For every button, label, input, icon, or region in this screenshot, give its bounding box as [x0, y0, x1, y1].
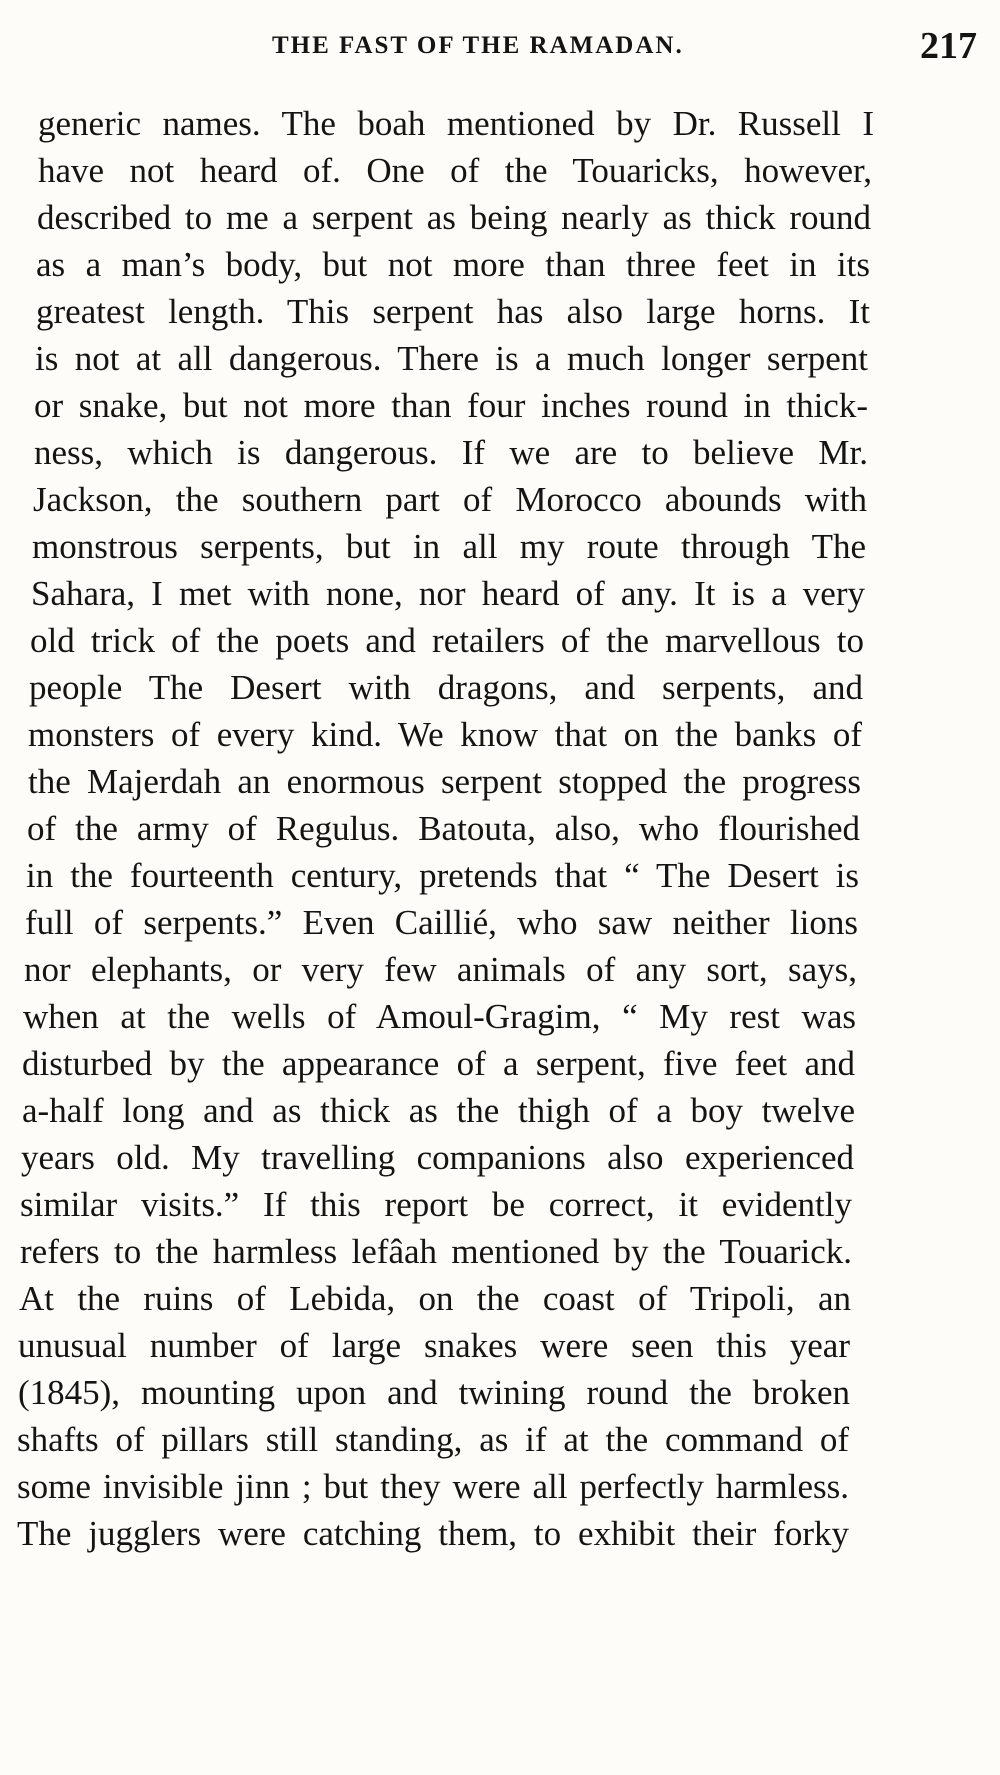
text-line: years old. My travelling companions also experienced [21, 1138, 854, 1177]
text-line: nor elephants, or very few animals of any sort, says, [24, 950, 857, 989]
text-line: (1845), mounting upon and twining round the broken [18, 1373, 850, 1412]
body-text [0, 98, 1000, 1758]
text-line: shafts of pillars still standing, as if at the command of [17, 1420, 849, 1459]
text-line: is not at all dangerous. There is a much longer serpent [35, 339, 868, 378]
text-line: when at the wells of Amoul-Gragim, “ My rest was [23, 997, 856, 1036]
text-line: similar visits.” If this report be correct, it evidently [20, 1185, 852, 1224]
text-line: have not heard of. One of the Touaricks, however, [38, 151, 872, 190]
text-line: in the fourteenth century, pretends that “ The Desert is [26, 856, 859, 895]
text-line: Sahara, I met with none, nor heard of any. It is a very [31, 574, 865, 613]
text-line: monsters of every kind. We know that on the banks of [28, 715, 862, 754]
text-line: generic names. The boah mentioned by Dr. Russell I [38, 104, 874, 143]
text-line: of the army of Regulus. Batouta, also, who flourished [27, 809, 860, 848]
text-line: a-half long and as thick as the thigh of a boy twelve [22, 1091, 855, 1130]
text-line: greatest length. This serpent has also large horns. It [36, 292, 870, 331]
text-line: the Majerdah an enormous serpent stopped the progress [28, 762, 861, 801]
text-line: refers to the harmless lefâah mentioned by the Touarick. [20, 1232, 852, 1271]
running-title: THE FAST OF THE RAMADAN. [272, 32, 684, 59]
page-header [0, 22, 1000, 78]
page-number: 217 [920, 25, 977, 67]
text-line: full of serpents.” Even Caillié, who saw neither lions [25, 903, 858, 942]
text-line: people The Desert with dragons, and serpents, and [29, 668, 863, 707]
text-line: Jackson, the southern part of Morocco abounds with [33, 480, 867, 519]
text-line: described to me a serpent as being nearly as thick round [37, 198, 871, 237]
text-line: monstrous serpents, but in all my route through The [32, 527, 866, 566]
text-line: unusual number of large snakes were seen this year [18, 1326, 850, 1365]
text-line: disturbed by the appearance of a serpent, five feet and [22, 1044, 855, 1083]
text-line: At the ruins of Lebida, on the coast of Tripoli, an [19, 1279, 851, 1318]
text-line: The jugglers were catching them, to exhibit their forky [17, 1514, 849, 1553]
text-line: some invisible jinn ; but they were all perfectly harmless. [17, 1467, 849, 1506]
text-line: or snake, but not more than four inches round in thick- [34, 386, 868, 425]
text-line: old trick of the poets and retailers of the marvellous to [30, 621, 864, 660]
text-line: as a man’s body, but not more than three feet in its [36, 245, 870, 284]
text-line: ness, which is dangerous. If we are to believe Mr. [34, 433, 868, 472]
